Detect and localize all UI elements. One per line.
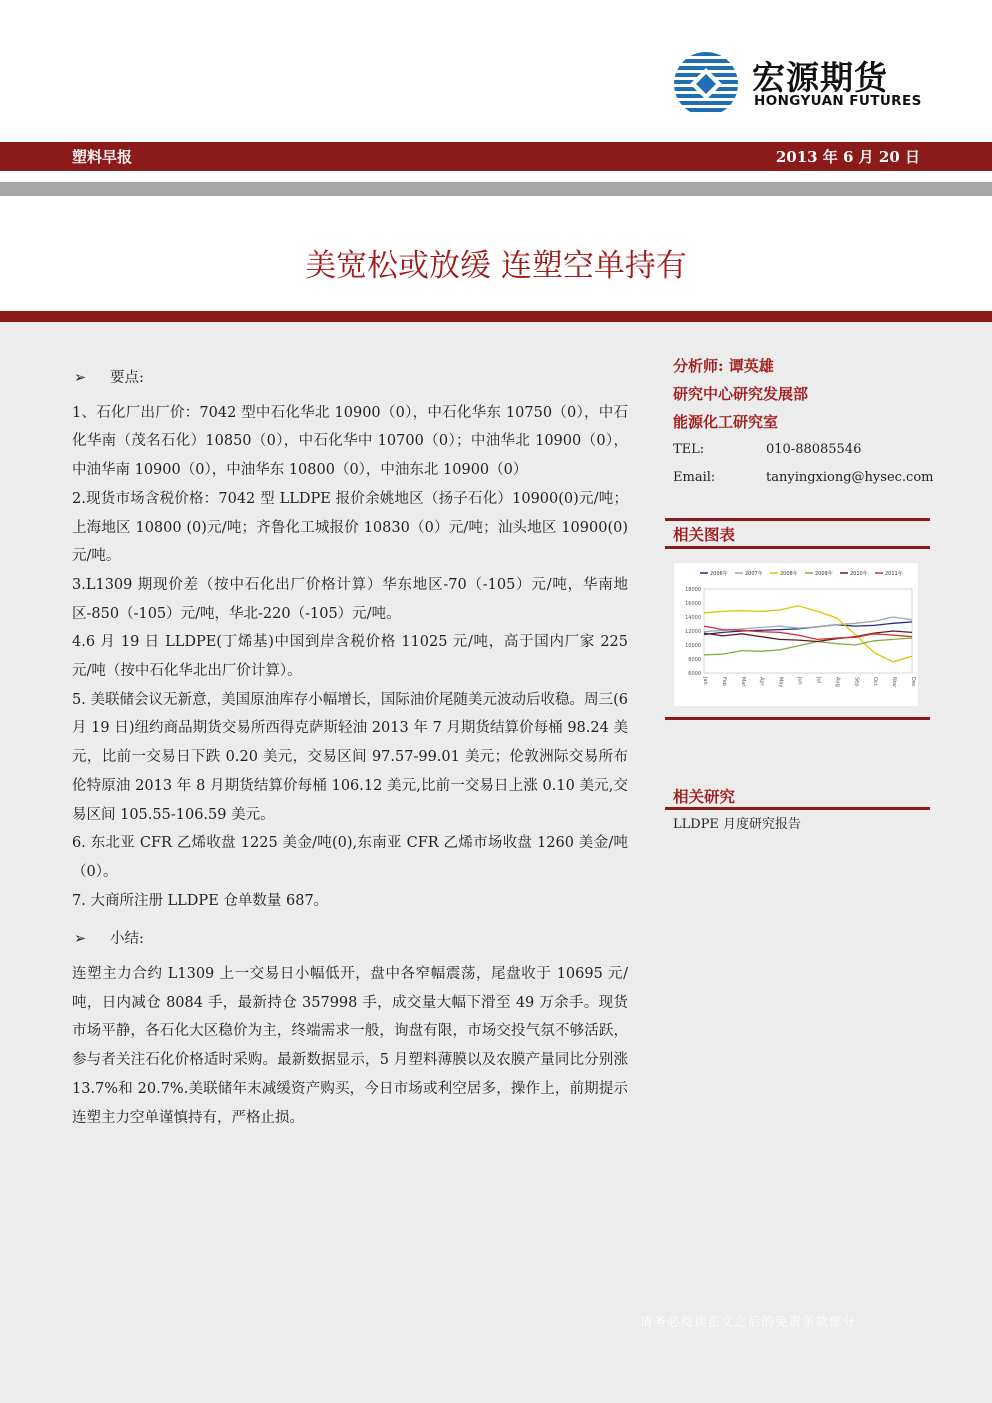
point-7: 7. 大商所注册 LLDPE 仓单数量 687。 — [72, 892, 329, 909]
tel-row — [673, 436, 933, 464]
y-tick-label: 16000 — [685, 601, 701, 607]
brand-name-en: HONGYUAN FUTURES — [754, 93, 922, 109]
arrow-bullet-icon: ➢ — [74, 931, 87, 948]
tel-label: TEL: — [673, 442, 705, 457]
price-chart-svg — [674, 563, 918, 706]
research-item-link[interactable]: LLDPE 月度研究报告 — [673, 817, 802, 832]
summary-text: 连塑主力合约 L1309 上一交易日小幅低开，盘中各窄幅震荡，尾盘收于 10695 元/吨，日内减仓 8084 手，最新持仓 357998 手，成交量大幅下滑至 49 万余手。现货市场平静，各石化大区稳价为主，终端需求一般，询盘有限，市场交投气氛不够活跃，参与者关注石化价格适时采购。最新数据显示，5 月塑料薄膜以及农膜产量同比分别涨 13.7%和 20.7%.美联储年末减缓资产购买，今日市场或利空居多，操作上，前期提示连塑主力空单谨慎持有，严格止损。 — [72, 966, 628, 1126]
summary-heading — [72, 925, 628, 954]
analyst-info — [673, 352, 933, 492]
chart-section-title: 相关图表 — [673, 525, 736, 544]
analyst-dept: 研究中心研究发展部 — [673, 385, 809, 403]
legend-label: 2008年 — [780, 571, 798, 577]
y-tick-label: 8000 — [688, 657, 701, 663]
email-row — [673, 464, 933, 492]
y-tick-label: 6000 — [688, 671, 701, 677]
highlights-heading — [72, 364, 628, 393]
x-tick-label: Feb — [720, 677, 727, 686]
chart-section-rule-bottom — [665, 717, 930, 720]
legend-label: 2010年 — [850, 571, 868, 577]
x-tick-label: Mar — [739, 677, 746, 687]
legend-label: 2009年 — [815, 571, 833, 577]
summary-heading-text: 小结: — [110, 931, 144, 948]
research-section-title: 相关研究 — [673, 787, 736, 806]
email-value[interactable]: tanyingxiong@hysec.com — [766, 470, 934, 485]
point-4: 4.6 月 19 日 LLDPE(丁烯基)中国到岸含税价格 11025 元/吨，高于国内厂家 225 元/吨（按中石化华北出厂价计算）。 — [72, 634, 628, 680]
x-tick-label: Apr — [758, 677, 765, 686]
x-tick-label: Oct — [872, 677, 879, 686]
report-series: 塑料早报 — [72, 148, 133, 166]
brand-name-cn: 宏源期货 — [752, 58, 888, 97]
point-2: 2.现货市场含税价格：7042 型 LLDPE 报价余姚地区（扬子石化）10900(0)元/吨；上海地区 10800 (0)元/吨；齐鲁化工城报价 10830（0）元/吨；汕头地区 10900(0)元/吨。 — [72, 490, 628, 565]
point-6: 6. 东北亚 CFR 乙烯收盘 1225 美金/吨(0),东南亚 CFR 乙烯市场收盘 1260 美金/吨（0）。 — [72, 835, 628, 880]
x-tick-label: Sep — [853, 677, 860, 687]
point-3: 3.L1309 期现价差（按中石化出厂价格计算）华东地区-70（-105）元/吨，华南地区-850（-105）元/吨，华北-220（-105）元/吨。 — [72, 576, 628, 622]
highlights-heading-text: 要点: — [110, 370, 144, 386]
company-logo-icon — [672, 50, 740, 118]
analyst-office: 能源化工研究室 — [673, 413, 779, 431]
analyst-name: 分析师: 谭英雄 — [673, 357, 774, 375]
y-tick-label: 10000 — [685, 643, 701, 649]
email-label: Email: — [673, 470, 716, 485]
chart-section-rule — [665, 546, 930, 549]
price-chart — [674, 563, 918, 706]
point-5: 5. 美联储会议无新意，美国原油库存小幅增长，国际油价尾随美元波动后收稳。周三(6 月 19 日)纽约商品期货交易所西得克萨斯轻油 2013 年 7 月期货结算价每桶 98.24 美元，比前一交易日下跌 0.20 美元，交易区间 97.57-99.01 美元；伦敦洲际交易所布伦特原油 2013 年 8 月期货结算价每桶 106.12 美元,比前一交易日上涨 0.10 美元,交易区间 105.55-106.59 美元。 — [72, 691, 628, 823]
legend-label: 2007年 — [745, 571, 763, 577]
x-tick-label: Dec — [910, 677, 916, 687]
x-tick-label: Nov — [891, 677, 898, 687]
y-tick-label: 14000 — [685, 615, 701, 621]
point-1: 1、石化厂出厂价：7042 型中石化华北 10900（0），中石化华东 10750（0），中石化华南（茂名石化）10850（0），中石化华中 10700（0）；中油华北 10900（0），中油华南 10900（0），中油华东 10800（0），中油东北 10900（0） — [72, 404, 628, 479]
report-date: 2013 年 6 月 20 日 — [775, 148, 920, 166]
research-section-rule — [665, 807, 930, 810]
title-divider — [0, 311, 992, 322]
x-tick-label: Aug — [834, 677, 841, 687]
x-tick-label: Jan — [702, 677, 708, 685]
header-divider — [0, 182, 992, 196]
legend-label: 2006年 — [710, 571, 728, 577]
x-tick-label: May — [777, 677, 784, 688]
disclaimer-note: 请务必阅读正文之后的免责条款部分 — [640, 1314, 857, 1329]
x-tick-label: Jun — [796, 677, 803, 685]
x-tick-label: Jul — [815, 677, 822, 684]
y-tick-label: 12000 — [685, 629, 701, 635]
tel-value: 010-88085546 — [766, 442, 862, 457]
arrow-bullet-icon: ➢ — [74, 370, 87, 386]
legend-label: 2011年 — [885, 571, 903, 577]
y-tick-label: 18000 — [685, 587, 701, 593]
main-content — [72, 364, 628, 1132]
page-title: 美宽松或放缓 连塑空单持有 — [305, 248, 687, 284]
chart-section-rule-top — [665, 518, 930, 521]
